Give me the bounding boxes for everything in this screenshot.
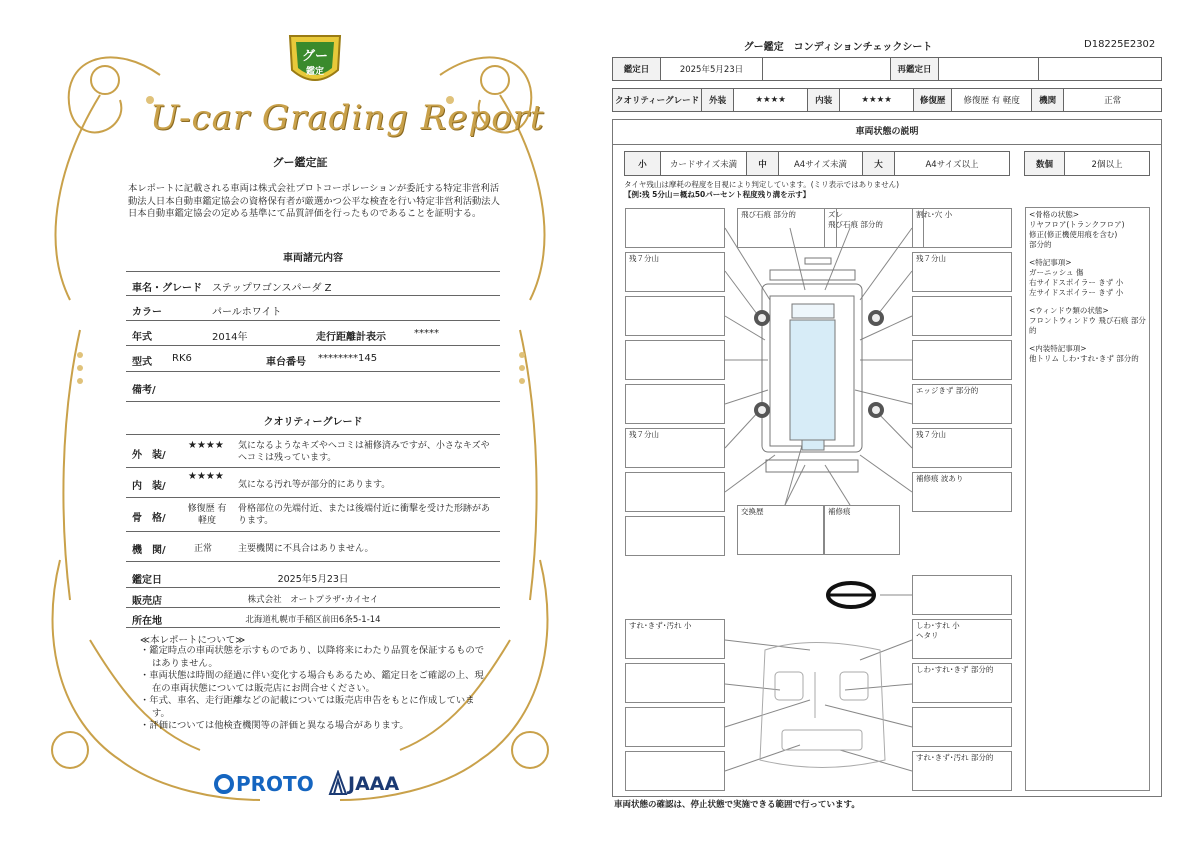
detail-box: すれ･きず･汚れ 小 [625,619,725,659]
jaaa-logo-icon [328,770,348,796]
chassis-label: 車台番号 [266,357,306,368]
summary-line: 修正(修正機使用痕を含む) [1029,230,1118,239]
shop-value: 株式会社 オートプラザ･カイセイ [247,595,379,605]
certificate-statement: 本レポートに記載される車両は株式会社プロトコーポレーションが委託する特定非営利活動法人日本自動車鑑定協会の資格保有者が厳選かつ公平な検査を行い特定非営利活動法人日本自動車鑑定協会の定める基準にて品質評価を行ったものであることを証明する。 [128,183,500,219]
date-label: 鑑定日 [132,575,162,586]
detail-box [625,296,725,336]
condition-section-title: 車両状態の説明 [612,119,1162,145]
color-label: カラー [132,307,162,318]
address-label: 所在地 [132,616,162,627]
size-large-label: 大 [863,152,895,176]
condition-check-sheet [600,0,1200,848]
interior-stars: ★★★★ [188,471,224,482]
size-small-desc: カードサイズ未満 [661,152,747,176]
detail-box: しわ･すれ 小 ヘタリ [912,619,1012,659]
engine-label: 機 関/ [132,545,166,556]
ext-label: 外装 [702,89,734,112]
quality-row-engine [126,532,500,562]
detail-box [625,663,725,703]
condition-summary [1025,207,1150,791]
redate-label: 再鑑定日 [891,58,939,81]
quality-section-title: クオリティーグレード [263,417,363,428]
detail-box [912,575,1012,615]
date-label: 鑑定日 [613,58,661,81]
summary-line: ガーニッシュ 傷 [1029,268,1084,277]
proto-logo: PROTO [236,772,314,796]
mileage-value: ***** [414,328,439,339]
proto-logo-icon [214,773,234,797]
certificate-title: グー鑑定証 [272,156,328,169]
detail-box [625,472,725,512]
quality-row-exterior [126,434,500,468]
engine-description: 主要機関に不具合はありません。 [238,544,374,554]
size-mid-label: 中 [747,152,779,176]
spec-section-title: 車両諸元内容 [283,253,343,264]
info-row-shop [126,588,500,608]
detail-box: すれ･きず･汚れ 部分的 [912,751,1012,791]
tire-note-line1: タイヤ残山は摩耗の程度を目視により判定しています。(ミリ表示ではありません) [624,180,900,189]
engine-value: 正常 [1064,89,1162,112]
summary-line: フロントウィンドウ 飛び石痕 部分的 [1029,316,1146,335]
summary-interior-group [1029,344,1146,364]
summary-heading: <特記事項> [1029,258,1072,267]
quality-row-frame [126,498,500,532]
spec-row-year [126,321,500,346]
sheet-footer-note: 車両状態の確認は、停止状態で実施できる範囲で行っています。 [614,800,860,810]
detail-box [625,340,725,380]
detail-box [625,707,725,747]
report-script-title: U-car Grading Report [150,98,545,138]
int-label: 内装 [808,89,840,112]
color-value: パールホワイト [212,307,282,318]
shop-label: 販売店 [132,596,162,607]
detail-box: エッジきず 部分的 [912,384,1012,424]
size-large-desc: A4サイズ以上 [895,152,1010,176]
badge-line2: 鑑定 [305,67,325,77]
detail-box: ズレ 飛び石痕 部分的 [824,208,924,248]
summary-line: 右サイドスポイラー きず 小 [1029,278,1124,287]
size-small-label: 小 [625,152,661,176]
tire-box-rear-left: 残７分山 [625,428,725,468]
year-label: 年式 [132,332,152,343]
repair-label: 修復歴 [914,89,952,112]
detail-box [625,384,725,424]
size-mid-desc: A4サイズ未満 [779,152,863,176]
summary-heading: <内装特記事項> [1029,344,1087,353]
detail-box [625,516,725,556]
year-value: 2014年 [212,332,248,343]
model-label: 型式 [132,357,152,368]
detail-box: 交換歴 [737,505,824,555]
frame-description: 骨格部位の先端付近、または後端付近に衝撃を受けた形跡があります。 [238,504,491,526]
goo-appraisal-badge [286,30,344,92]
quality-label: クオリティーグレード [613,89,702,112]
tire-box-front-left: 残７分山 [625,252,725,292]
badge-line1: グー [301,49,329,64]
tire-box-rear-right: 残７分山 [912,428,1012,468]
exterior-label: 外 装/ [132,450,166,461]
remarks-label: 備考/ [132,385,156,396]
car-name-value: ステップワゴンスパーダ Z [212,283,332,294]
detail-box: しわ･すれ･きず 部分的 [912,663,1012,703]
info-row-date [126,566,500,588]
date-value: 2025年5月23日 [277,574,349,585]
detail-box: 補修痕 波あり [912,472,1012,512]
count-label: 数個 [1025,152,1065,176]
detail-box: 補修痕 [824,505,900,555]
date-value: 2025年5月23日 [661,58,763,81]
note-item: ・車両状態は時間の経過に伴い変化する場合もあるため、鑑定日をご確認の上、現在の車両状態については販売店にお問合せください。 [140,670,484,694]
ext-value: ★★★★ [734,89,808,112]
spec-row-model [126,346,500,372]
count-desc: 2個以上 [1065,152,1150,176]
note-item: ・年式、車名、走行距離などの記載については販売店申告をもとに作成しています。 [140,695,475,719]
frame-value: 修復歴 有 軽度 [187,504,227,526]
summary-frame-group [1029,210,1146,250]
summary-heading: <ウィンドウ類の状態> [1029,306,1109,315]
notes-title: ≪本レポートについて≫ [140,635,246,646]
summary-window-group [1029,306,1146,336]
repair-value: 修復歴 有 軽度 [952,89,1032,112]
detail-box: 割れ･穴 小 [912,208,1012,248]
exterior-stars: ★★★★ [188,440,224,451]
jaaa-logo: JAAA [348,773,400,795]
frame-label: 骨 格/ [132,513,166,524]
note-item: ・評価については他検査機関等の評価と異なる場合があります。 [140,720,409,731]
detail-box [912,296,1012,336]
spec-row-remarks [126,372,500,402]
summary-heading: <骨格の状態> [1029,210,1080,219]
quality-row-interior [126,468,500,498]
detail-box [625,751,725,791]
summary-line: リヤフロア(トランクフロア) [1029,220,1125,229]
spec-row-car-name [126,271,500,296]
tire-box-front-right: 残７分山 [912,252,1012,292]
summary-line: 部分的 [1029,240,1052,249]
notes-list [140,645,490,733]
interior-label: 内 装/ [132,481,166,492]
engine-value: 正常 [194,544,213,554]
mileage-label: 走行距離計表示 [316,332,386,343]
car-name-label: 車名・グレード [132,283,202,294]
detail-box [912,340,1012,380]
detail-box: 飛び石痕 部分的 [737,208,837,248]
exterior-description: 気になるようなキズやヘコミは補修済みですが、小さなキズやヘコミは残っています。 [238,441,490,463]
chassis-value: ********145 [318,353,378,364]
sheet-code: D18225E2302 [1084,39,1156,50]
info-row-address [126,608,500,628]
spec-row-color [126,296,500,321]
model-value: RK6 [172,353,192,364]
detail-box [625,208,725,248]
interior-description: 気になる汚れ等が部分的にあります。 [238,480,391,490]
int-value: ★★★★ [840,89,914,112]
detail-box [912,707,1012,747]
address-value: 北海道札幌市手稲区前田6条5-1-14 [245,615,381,625]
summary-special-group [1029,258,1146,298]
sheet-title: グー鑑定 コンディションチェックシート [743,42,933,53]
steering-wheel-icon [828,583,874,607]
summary-line: 左サイドスポイラー きず 小 [1029,288,1124,297]
tire-note-line2: 【例:残 5分山＝概ね50パーセント程度残り溝を示す】 [624,190,811,199]
note-item: ・鑑定時点の車両状態を示すものであり、以降将来にわたり品質を保証するものではありません。 [140,645,484,669]
engine-label: 機関 [1032,89,1064,112]
summary-line: 他トリム しわ･すれ･きず 部分的 [1029,354,1139,363]
